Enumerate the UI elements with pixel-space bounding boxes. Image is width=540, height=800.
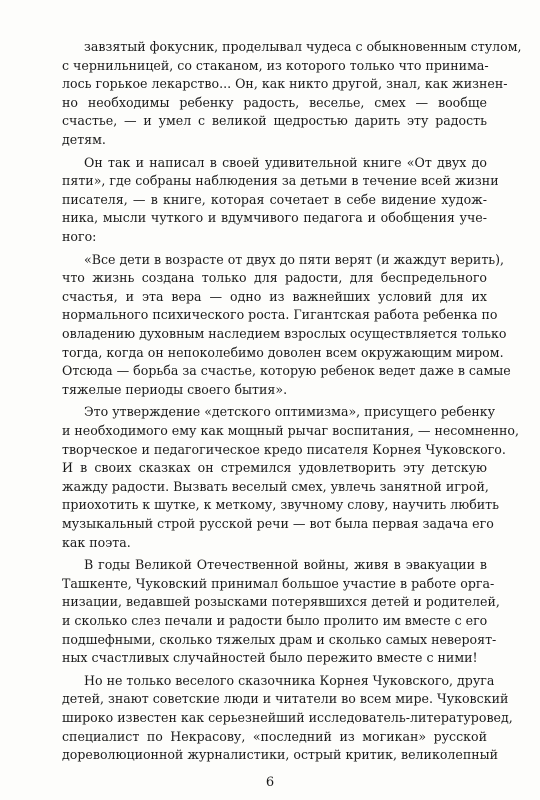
text-line: низации, ведавшей розысками потерявшихся детей и родителей,: [62, 594, 500, 610]
text-line: специалист по Некрасову, «последний из могикан» русской: [62, 728, 487, 744]
text-line: жажду радости. Вызвать веселый смех, увлечь занятной игрой,: [62, 478, 489, 494]
text-line: детям.: [62, 132, 106, 147]
quote-line: Отсюда — борьба за счастье, которую ребенок ведет даже в самые: [62, 363, 511, 379]
text-line: широко известен как серьезнейший исследователь-литературовед,: [62, 710, 513, 725]
quote-line: тяжелые периоды своего бытия».: [62, 381, 288, 397]
text-line: дореволюционной журналистики, острый критик, великолепный: [62, 747, 499, 763]
text-line: но необходимы ребенку радость, веселье, смех — вообще: [62, 94, 487, 110]
text-line: музыкальный строй русской речи — вот была первая задача его: [62, 516, 494, 531]
text-line: творческое и педагогическое кредо писателя Корнея Чуковского.: [62, 441, 506, 457]
quote-line: что жизнь создана только для радости, для беспредельного: [62, 270, 487, 286]
text-line: И в своих сказках он стремился удовлетворить эту детскую: [62, 460, 487, 476]
page-number: 6: [265, 775, 275, 790]
text-line: писателя, — в книге, которая сочетает в себе видение худож-: [62, 191, 487, 207]
text-line: ного:: [62, 229, 97, 244]
quote-line: счастья, и эта вера — одно из важнейших условий для их: [62, 288, 487, 304]
text-line: как поэта.: [62, 534, 131, 550]
text-line: подшефными, сколько тяжелых драм и сколько самых невероят-: [62, 631, 497, 647]
text-line: ных счастливых случайностей было пережито вместе с ними!: [62, 650, 478, 666]
text-line: пяти», где собраны наблюдения за детьми в течение всей жизни: [62, 173, 499, 189]
text-line: Он так и написал в своей удивительной книге «От двух до: [84, 154, 487, 170]
text-line: и сколько слез печали и радости было пролито им вместе с его: [62, 613, 488, 628]
text-line: Но не только веселого сказочника Корнея Чуковского, друга: [84, 672, 495, 688]
quote-line: тогда, когда он непоколебимо доволен всем окружающим миром.: [62, 344, 504, 360]
text-line: В годы Великой Отечественной войны, живя в эвакуации в: [84, 557, 487, 573]
text-line: ника, мысли чуткого и вдумчивого педагога и обобщения уче-: [62, 210, 487, 226]
quote-line: «Все дети в возрасте от двух до пяти верят (и жаждут верить),: [84, 251, 505, 267]
text-line: с чернильницей, со стаканом, из которого только что принима-: [62, 57, 489, 73]
text-line: лось горькое лекарство... Он, как никто другой, знал, как жизнен-: [62, 76, 508, 92]
text-line: и необходимого ему как мощный рычаг воспитания, — несомненно,: [62, 423, 519, 438]
text-line: детей, знают советские люди и читатели во всем мире. Чуковский: [62, 691, 509, 707]
text-line: приохотить к шутке, к меткому, звучному слову, научить любить: [62, 497, 499, 513]
text-line: Ташкенте, Чуковский принимал большое участие в работе орга-: [62, 575, 495, 591]
text-line: счастье, — и умел с великой щедростью дарить эту радость: [62, 113, 487, 129]
text-line: завзятый фокусник, проделывал чудеса с обыкновенным стулом,: [84, 39, 522, 54]
quote-line: нормального психического роста. Гигантская работа ребенка по: [62, 307, 498, 323]
text-line: Это утверждение «детского оптимизма», присущего ребенку: [84, 404, 496, 420]
quote-line: овладению духовным наследием взрослых осуществляется только: [62, 326, 507, 341]
